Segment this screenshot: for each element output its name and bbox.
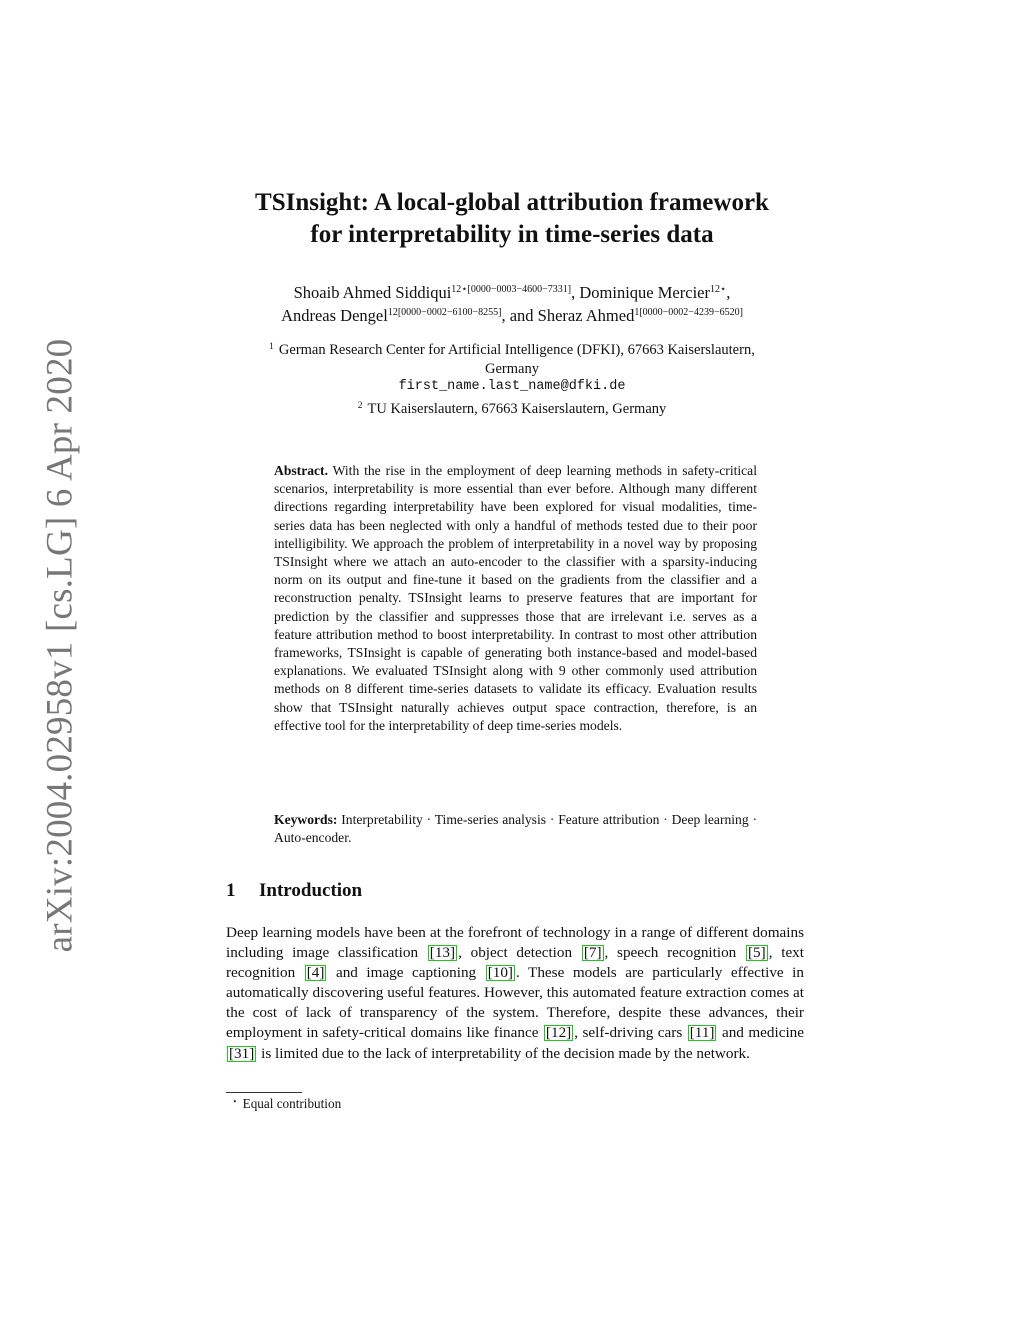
footnote-text: Equal contribution xyxy=(242,1096,342,1111)
affiliation-1-line-2: Germany xyxy=(485,360,539,377)
citation-link[interactable]: [12] xyxy=(545,1024,572,1042)
footnote xyxy=(226,1096,341,1112)
affiliation-marker: 1 xyxy=(269,342,274,352)
author-name: Shoaib Ahmed Siddiqui xyxy=(293,283,452,302)
abstract-text: With the rise in the employment of deep learning methods in safety-critical scenarios, interpretability is more essential than ever before. Although many different directions regarding interpretability have been explored for visual modalities, time-series data has been neglected with only a handful of methods tested due to their poor intelligibility. We approach the problem of interpretability in a novel way by proposing TSInsight where we attach an auto-encoder to the classifier with a sparsity-inducing norm on its output and fine-tune it based on the gradients from the classifier and a reconstruction penalty. TSInsight learns to preserve features that are important for prediction by the classifier and suppresses those that are irrelevant i.e. serves as a feature attribution method to boost interpretability. In contrast to most other attribution frameworks, TSInsight is capable of generating both instance-based and model-based explanations. We evaluated TSInsight along with 9 other commonly used attribution methods on 8 different time-series datasets to validate its efficacy. Evaluation results show that TSInsight naturally achieves output space contraction, therefore, is an effective tool for the interpretability of deep time-series models. xyxy=(274,463,757,733)
section-heading xyxy=(226,880,362,902)
author-list xyxy=(0,280,1024,326)
author-superscript: 12⋆[0000−0003−4600−7331] xyxy=(451,284,572,295)
section-number: 1 xyxy=(226,880,236,901)
abstract-label: Abstract. xyxy=(274,463,328,478)
author-name: Dominique Mercier xyxy=(579,283,710,302)
affiliation-1-line-1: $^1$ German Research Center for Artificial Intelligence (DFKI), 67663 Kaiserslautern, xyxy=(269,342,755,358)
affiliations xyxy=(0,338,1024,418)
author-name: Sheraz Ahmed xyxy=(537,306,635,325)
paper-title xyxy=(0,187,1024,251)
author-conjunction: and xyxy=(509,306,534,325)
affiliation-marker: 2 xyxy=(357,400,363,411)
citation-link[interactable]: [11] xyxy=(689,1024,715,1042)
author-superscript: 12⋆ xyxy=(709,284,727,295)
author-line-1: Shoaib Ahmed Siddiqui$^{12⋆[0000-0003-4600-7331]}$, Dominique Mercier$^{12⋆}$, xyxy=(293,283,731,302)
paper-title-line-1: TSInsight: A local-global attribution framework xyxy=(255,189,769,216)
author-superscript: 12[0000−0002−6100−8255] xyxy=(387,307,502,318)
author-name: Andreas Dengel xyxy=(281,306,388,325)
keywords-text: Interpretability · Time-series analysis · Feature attribution · Deep learning · Auto-encoder. xyxy=(274,812,757,846)
footnote-marker: ⋆ xyxy=(232,1096,238,1106)
section-title: Introduction xyxy=(259,880,363,901)
arxiv-identifier-stamp xyxy=(39,338,81,952)
citation-link[interactable]: [31] xyxy=(229,1044,255,1062)
citation-link[interactable]: [4] xyxy=(306,964,325,982)
keywords xyxy=(274,811,757,847)
citation-link[interactable]: [5] xyxy=(747,944,766,962)
abstract xyxy=(274,462,757,735)
citation-link[interactable]: [7] xyxy=(583,944,602,962)
citation-link[interactable]: [13] xyxy=(429,944,456,962)
citation-link[interactable]: [10] xyxy=(487,964,513,982)
author-email: first_name.last_name@dfki.de xyxy=(398,379,626,394)
footnote-divider xyxy=(226,1092,302,1093)
author-line-2: Andreas Dengel$^{12[0000-0002-6100-8255]}$, and Sheraz Ahmed$^{1[0000-0002-4239-6520]}$ xyxy=(281,306,743,325)
arxiv-identifier-text: arXiv:2004.02958v1 [cs.LG] 6 Apr 2020 xyxy=(39,338,81,952)
paper-title-line-2: for interpretability in time-series data xyxy=(310,221,714,248)
keywords-label: Keywords: xyxy=(274,812,338,827)
affiliation-2: $^2$ TU Kaiserslautern, 67663 Kaiserslautern, Germany xyxy=(357,400,667,417)
introduction-paragraph: Deep learning models have been at the forefront of technology in a range of different domains including image classification [13] , object detection [7] , speech recognition [5] , text recognition [4] and image captioning [10] . These models are particularly effective in automatically discovering useful features. However, this automated feature extraction comes at the cost of lack of transparency of the system. Therefore, despite these advances, their employment in safety-critical domains like finance [12] , self-driving cars [11] and medicine [31] is limited due to the lack of interpretability of the decision made by the network. xyxy=(226,924,805,1062)
author-superscript: 1[0000−0002−4239−6520] xyxy=(634,307,743,318)
